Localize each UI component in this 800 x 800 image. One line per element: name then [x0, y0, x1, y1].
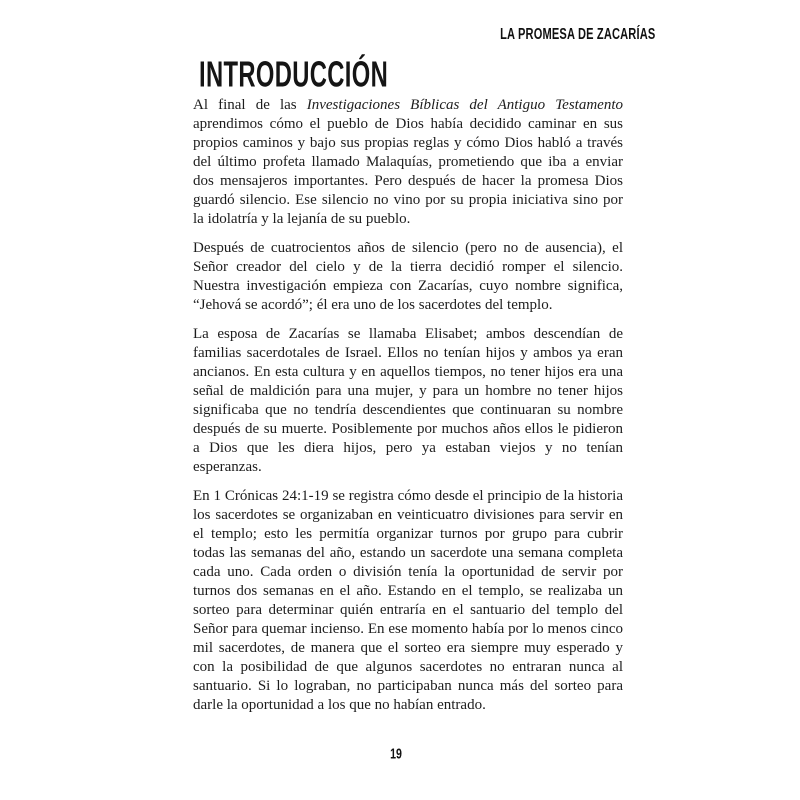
- page-number: 19: [390, 745, 402, 763]
- paragraph-2: Después de cuatrocientos años de silencio (pero no de ausencia), el Señor creador del cielo y de la tierra decidió romper el silencio. Nuestra investigación empieza con Zacarías, cuyo nombre significa, “Jehová se acordó”; él era uno de los sacerdotes del templo.: [193, 240, 623, 313]
- page-title: INTRODUCCIÓN: [199, 53, 389, 94]
- paragraph-1-after-italic: aprendimos cómo el pueblo de Dios había decidido caminar en sus propios caminos y bajo sus propias reglas y cómo Dios habló a través del último profeta llamado Malaquías, prometiendo que iba a enviar dos mensajeros importantes. Pero después de hacer la promesa Dios guardó silencio. Ese silencio no vino por su propia iniciativa sino por la idolatría y la lejanía de su pueblo.: [193, 116, 623, 227]
- paragraph-1-before-italic: Al final de las: [193, 97, 307, 113]
- running-header: LA PROMESA DE ZACARÍAS: [499, 24, 655, 43]
- paragraph-4: En 1 Crónicas 24:1-19 se registra cómo desde el principio de la historia los sacerdotes se organizaban en veinticuatro divisiones para servir en el templo; esto les permitía organizar turnos por grupo para cubrir todas las semanas del año, estando un sacerdote una semana completa cada uno. Cada orden o división tenía la oportunidad de servir por turnos dos semanas en el año. Estando en el templo, se realizaba un sorteo para determinar quién entraría en el santuario del templo del Señor para quemar incienso. En ese momento había por lo menos cinco mil sacerdotes, de manera que el sorteo era siempre muy esperado y con la posibilidad de que algunos sacerdotes no entraran nunca al santuario. Si lo lograban, no participaban nunca más del sorteo para darle la oportunidad a los que no habían entrado.: [193, 488, 623, 713]
- book-series-title-italic: Investigaciones Bíblicas del Antiguo Testamento: [306, 97, 623, 113]
- paragraph-1: [193, 96, 623, 229]
- page-content: [193, 53, 623, 715]
- body-text: [193, 96, 623, 715]
- paragraph-3: La esposa de Zacarías se llamaba Elisabet; ambos descendían de familias sacerdotales de Israel. Ellos no tenían hijos y ambos ya eran ancianos. En esta cultura y en aquellos tiempos, no tener hijos era una señal de maldición para una mujer, y para un hombre no tener hijos significaba que no tendría descendientes que continuaran su nombre después de su muerte. Posiblemente por muchos años ellos le pidieron a Dios que les diera hijos, pero ya estaban viejos y no tenían esperanzas.: [193, 326, 623, 475]
